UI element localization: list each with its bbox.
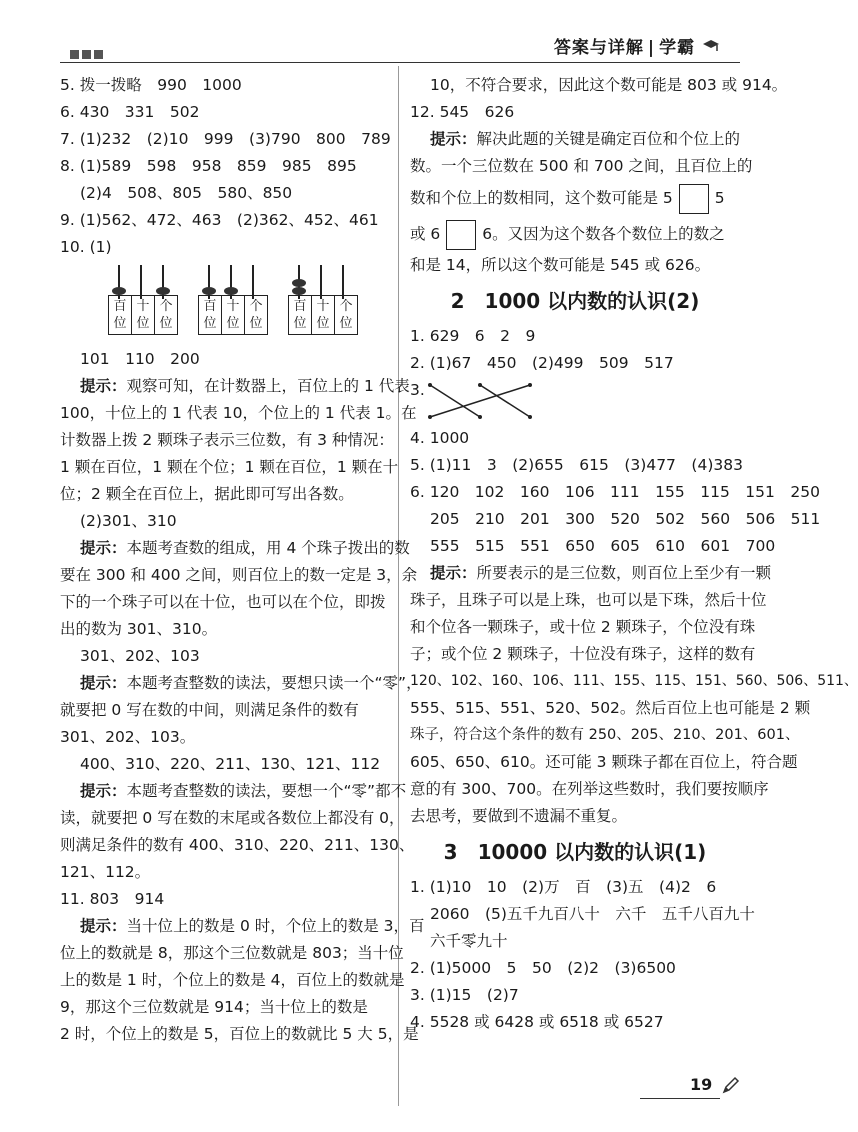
answer-line: 205 210 201 300 520 502 560 506 511 xyxy=(430,510,821,528)
answer-line: 10. (1) xyxy=(60,238,112,256)
hint-text: 子；或个位 2 颗珠子，十位没有珠子，这样的数有 xyxy=(410,645,756,663)
abacus-bead xyxy=(224,287,238,295)
hint-text: 2 时，个位上的数是 5，百位上的数就比 5 大 5，是 xyxy=(60,1025,419,1043)
hint-line xyxy=(60,913,425,940)
hint-line xyxy=(410,560,772,587)
hint-text: 121、112。 xyxy=(60,863,151,881)
hint-label: 提示： xyxy=(80,539,127,557)
hint-text: 上的数是 1 时，个位上的数是 4，百位上的数就是 xyxy=(60,971,405,989)
hint-text: 605、650、610。还可能 3 颗珠子都在百位上，符合题 xyxy=(410,753,798,771)
abacus-label: 百位 xyxy=(199,296,222,334)
left-column xyxy=(60,72,425,1048)
answer-line: 8. (1)589 598 958 859 985 895 xyxy=(60,157,357,175)
abacus-group xyxy=(60,261,392,346)
hint-text: 出的数为 301、310。 xyxy=(60,620,218,638)
answer-line: 1. 629 6 2 9 xyxy=(410,327,536,345)
hint-text: 6。又因为这个数各个数位上的数之 xyxy=(482,225,725,243)
answer-line: 555 515 551 650 605 610 601 700 xyxy=(430,537,776,555)
header-title-text: 答案与详解 xyxy=(553,38,644,58)
hint-text: 珠子，且珠子可以是上珠，也可以是下珠，然后十位 xyxy=(410,591,767,609)
hint-text: 读，就要把 0 写在数的末尾或各数位上都没有 0， xyxy=(60,809,405,827)
hint-text: 1 颗在百位，1 颗在个位；1 颗在百位，1 颗在十 xyxy=(60,458,399,476)
hint-text: 100，十位上的 1 代表 10，个位上的 1 代表 1。在 xyxy=(60,404,417,422)
header-decoration xyxy=(70,45,106,63)
pencil-icon xyxy=(722,1076,740,1094)
answer-line: 101 110 200 xyxy=(80,350,200,368)
hint-text: 和是 14，所以这个数可能是 545 或 626。 xyxy=(410,256,711,274)
answer-line: 3. xyxy=(410,381,425,399)
abacus-label: 十位 xyxy=(312,296,335,334)
answer-line: 6. 430 331 502 xyxy=(60,103,200,121)
hint-text: 本题考查数的组成，用 4 个珠子拨出的数 xyxy=(126,539,410,557)
matching-lines-drawing xyxy=(426,377,546,425)
answer-line: 11. 803 914 xyxy=(60,890,165,908)
hint-text: 意的有 300、700。在列举这些数时，我们要按顺序 xyxy=(410,780,769,798)
abacus-label: 十位 xyxy=(132,296,155,334)
hint-text: 555、515、551、520、502。然后百位上也可能是 2 颗 xyxy=(410,699,811,717)
hint-text: 解决此题的关键是确定百位和个位上的 xyxy=(476,130,741,148)
abacus-bead xyxy=(292,279,306,287)
hint-text: 观察可知，在计数器上，百位上的 1 代表 xyxy=(126,377,410,395)
hint-text: 当十位上的数是 0 时，个位上的数是 3，百 xyxy=(126,917,425,935)
hint-text: 本题考查整数的读法，要想只读一个“零”， xyxy=(126,674,422,692)
page-number: 19 xyxy=(690,1075,713,1094)
answer-line: 301、202、103 xyxy=(80,647,200,665)
abacus-bead xyxy=(156,287,170,295)
answer-line: 2. (1)67 450 (2)499 509 517 xyxy=(410,354,674,372)
hint-label: 提示： xyxy=(430,564,477,582)
header-title xyxy=(554,33,720,58)
hint-line xyxy=(410,216,740,252)
hint-text: 计数器上拨 2 颗珠子表示三位数，有 3 种情况： xyxy=(60,431,394,449)
hint-line xyxy=(410,180,740,216)
hint-text: 要在 300 和 400 之间，则百位上的数一定是 3，余 xyxy=(60,566,418,584)
abacus-label: 个位 xyxy=(249,299,263,331)
answer-line: 12. 545 626 xyxy=(410,103,515,121)
hint-line xyxy=(60,535,410,562)
abacus-bead xyxy=(112,287,126,295)
abacus-label: 百位 xyxy=(109,296,132,334)
hint-label: 提示： xyxy=(80,782,127,800)
hint-line xyxy=(60,778,407,805)
answer-line: 9. (1)562、472、463 (2)362、452、461 xyxy=(60,211,379,229)
answer-line: 3. (1)15 (2)7 xyxy=(410,986,519,1004)
abacus-bead xyxy=(202,287,216,295)
hint-line xyxy=(60,670,422,697)
answer-line: (2)301、310 xyxy=(80,512,177,530)
abacus-label: 十位 xyxy=(222,296,245,334)
header-rule xyxy=(60,62,740,63)
graduation-cap-icon xyxy=(702,37,720,55)
abacus-label: 百位 xyxy=(289,296,312,334)
hint-text: 数和个位上的数相同，这个数可能是 5 xyxy=(410,189,673,207)
hint-text: 5 xyxy=(714,189,725,207)
abacus-bead xyxy=(292,287,306,295)
hint-text: 去思考，要做到不遗漏不重复。 xyxy=(410,807,628,825)
hint-text: 和个位各一颗珠子，或十位 2 颗珠子，个位没有珠 xyxy=(410,618,756,636)
abacus-label: 个位 xyxy=(159,299,173,331)
answer-line: 1. (1)10 10 (2)万 百 (3)五 (4)2 6 xyxy=(410,878,717,896)
answer-line: 六千零九十 xyxy=(430,932,508,950)
hint-text: 下的一个珠子可以在十位，也可以在个位，即拨 xyxy=(60,593,386,611)
hint-text: 或 6 xyxy=(410,225,441,243)
hint-label: 提示： xyxy=(80,377,127,395)
hint-text: 位；2 颗全在百位上，据此即可写出各数。 xyxy=(60,485,354,503)
answer-line: (2)4 508、805 580、850 xyxy=(80,184,293,202)
hint-text: 所要表示的是三位数，则百位上至少有一颗 xyxy=(476,564,772,582)
matching-lines xyxy=(410,377,740,425)
brand-logo-text: 学霸 xyxy=(659,38,696,58)
section-title: 3 10000 以内数的认识(1) xyxy=(443,840,707,864)
hint-text: 则满足条件的数有 400、310、220、211、130、 xyxy=(60,836,415,854)
footer-rule xyxy=(640,1098,720,1099)
hint-label: 提示： xyxy=(80,917,127,935)
hint-text: 位上的数就是 8，那这个三位数就是 803；当十位 xyxy=(60,944,404,962)
hint-text: 9，那这个三位数就是 914；当十位上的数是 xyxy=(60,998,368,1016)
section-title: 2 1000 以内数的认识(2) xyxy=(450,289,700,313)
answer-line: 400、310、220、211、130、121、112 xyxy=(80,755,381,773)
answer-line: 7. (1)232 (2)10 999 (3)790 800 789 xyxy=(60,130,391,148)
answer-line: 4. 1000 xyxy=(410,429,470,447)
hint-text: 120、102、160、106、111、155、115、151、560、506、511、 xyxy=(410,673,858,689)
hint-label: 提示： xyxy=(80,674,127,692)
abacus-label: 个位 xyxy=(339,299,353,331)
answer-line: 5. (1)11 3 (2)655 615 (3)477 (4)383 xyxy=(410,456,743,474)
blank-box xyxy=(679,184,709,214)
header-separator: | xyxy=(647,38,656,58)
answer-line: 5. 拨一拨略 990 1000 xyxy=(60,76,242,94)
hint-text: 珠子，符合这个条件的数有 250、205、210、201、601、 xyxy=(410,727,800,743)
hint-text: 301、202、103。 xyxy=(60,728,196,746)
hint-text: 就要把 0 写在数的中间，则满足条件的数有 xyxy=(60,701,359,719)
answer-line: 2060 (5)五千九百八十 六千 五千八百九十 xyxy=(430,905,755,923)
hint-line xyxy=(60,373,410,400)
hint-text: 10，不符合要求，因此这个数可能是 803 或 914。 xyxy=(430,76,788,94)
hint-text: 数。一个三位数在 500 和 700 之间，且百位上的 xyxy=(410,157,753,175)
hint-text: 本题考查整数的读法，要想一个“零”都不 xyxy=(126,782,407,800)
blank-box xyxy=(446,220,476,250)
answer-line: 4. 5528 或 6428 或 6518 或 6527 xyxy=(410,1013,664,1031)
hint-line xyxy=(410,126,740,153)
answer-line: 2. (1)5000 5 50 (2)2 (3)6500 xyxy=(410,959,676,977)
hint-label: 提示： xyxy=(430,130,477,148)
right-column xyxy=(410,72,858,1036)
answer-line: 6. 120 102 160 106 111 155 115 151 250 xyxy=(410,483,820,501)
